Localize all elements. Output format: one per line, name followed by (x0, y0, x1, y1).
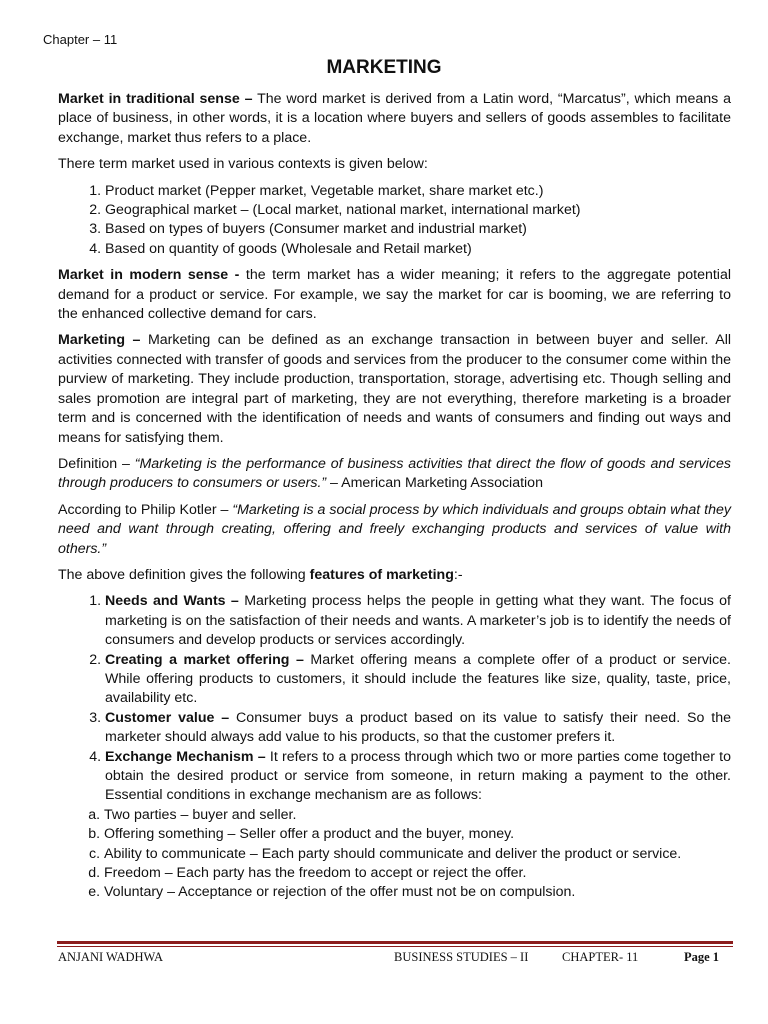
contexts-list (58, 182, 731, 260)
feature-label: Customer value – (105, 709, 230, 726)
page-number: Page 1 (684, 950, 720, 964)
modern-text: the term market has a wider meaning; it refers to the aggregate potential demand for a product or service. For example, we say the market for car is booming, we are referring to the enhanced collective demand for cars. (58, 267, 731, 323)
definition-source: – American Marketing Association (326, 475, 543, 492)
traditional-paragraph (58, 90, 731, 148)
feature-label: Creating a market offering – (105, 651, 304, 668)
definition-paragraph (58, 455, 731, 494)
kotler-paragraph (58, 501, 731, 559)
traditional-text: The word market is derived from a Latin word, “Marcatus”, which means a place of business, in other words, it is a location where buyers and sellers of goods assembles to facilitate exchange, market thus refers to a place. (58, 91, 731, 146)
feature-item (105, 709, 731, 748)
definition-prefix: Definition – (58, 455, 135, 472)
conditions-list (81, 806, 731, 903)
document-body (58, 90, 731, 910)
footer-chapter: CHAPTER- 11 (562, 950, 639, 964)
feature-label: Exchange Mechanism – (105, 748, 266, 765)
list-item: 2. Geographical market – (Local market, national market, international market) (105, 201, 731, 220)
features-intro (58, 566, 731, 585)
contexts-intro: There term market used in various contexts is given below: (58, 156, 428, 173)
feature-item (105, 651, 731, 709)
list-item: 1. Product market (Pepper market, Vegetable market, share market etc.) (105, 182, 731, 201)
feature-item (105, 592, 731, 650)
page-title: MARKETING (326, 57, 442, 78)
list-item: 4. Based on quantity of goods (Wholesale and Retail market) (105, 240, 731, 259)
marketing-text: Marketing can be defined as an exchange transaction in between buyer and seller. All activities connected with transfer of goods and services from the producer to the consumer come within the purview of marketing. They include production, transportation, storage, advertising etc. Though selling and sales promotion are integral part of marketing, they are not everything, therefore marketing is a broader term and is concerned with the identification of needs and wants of consumers and finding out ways and means for satisfying them. (58, 332, 731, 446)
definition-quote: “Marketing is the performance of business activities that direct the flow of goods and services through producers to consumers or users.” (58, 455, 732, 492)
feature-text: Consumer buys a product based on its value to satisfy their need. So the marketer should always add value to his products, so that the customer prefers it. (105, 709, 731, 746)
features-intro-suffix: :- (453, 566, 463, 583)
features-list (58, 592, 731, 903)
feature-text: Market offering means a complete offer of a product or service. While offering products to customers, it should include the features like size, quality, taste, price, availability etc. (105, 651, 732, 707)
footer-rule-thick (57, 941, 733, 944)
chapter-label: Chapter – 11 (43, 32, 118, 47)
modern-label: Market in modern sense - (58, 267, 240, 284)
list-item: e. Voluntary – Acceptance or rejection of the offer must not be on compulsion. (104, 883, 731, 902)
list-item: c. Ability to communicate – Each party should communicate and deliver the product or service. (104, 845, 731, 864)
modern-paragraph (58, 266, 731, 324)
list-item: b. Offering something – Seller offer a product and the buyer, money. (104, 825, 731, 844)
footer-subject: BUSINESS STUDIES – II (394, 950, 529, 964)
features-intro-bold: features of marketing (309, 566, 454, 583)
feature-label: Needs and Wants – (105, 593, 239, 610)
features-intro-text: The above definition gives the following (58, 566, 310, 583)
feature-item (105, 748, 731, 903)
feature-text: It refers to a process through which two or more parties come together to obtain the desired product or service from someone, in return making a payment to the other. Essential conditions in exchange mechanism are as follows: (105, 748, 731, 804)
list-item: 3. Based on types of buyers (Consumer market and industrial market) (105, 220, 731, 239)
footer-rule-thin (57, 946, 733, 947)
marketing-paragraph (58, 331, 731, 447)
list-item: d. Freedom – Each party has the freedom to accept or reject the offer. (104, 864, 731, 883)
traditional-label: Market in traditional sense – (58, 91, 253, 107)
kotler-prefix: According to Philip Kotler – (58, 501, 233, 518)
footer-author: ANJANI WADHWA (58, 950, 163, 964)
list-item: a. Two parties – buyer and seller. (104, 806, 731, 825)
kotler-quote: “Marketing is a social process by which individuals and groups obtain what they need and want through creating, offering and freely exchanging products and services of value with others.” (58, 501, 731, 557)
marketing-label: Marketing – (58, 332, 141, 349)
feature-text: Marketing process helps the people in getting what they want. The focus of marketing is on the satisfaction of their needs and wants. A marketer’s job is to identify the needs of consumers and develop products or services accordingly. (105, 593, 731, 649)
